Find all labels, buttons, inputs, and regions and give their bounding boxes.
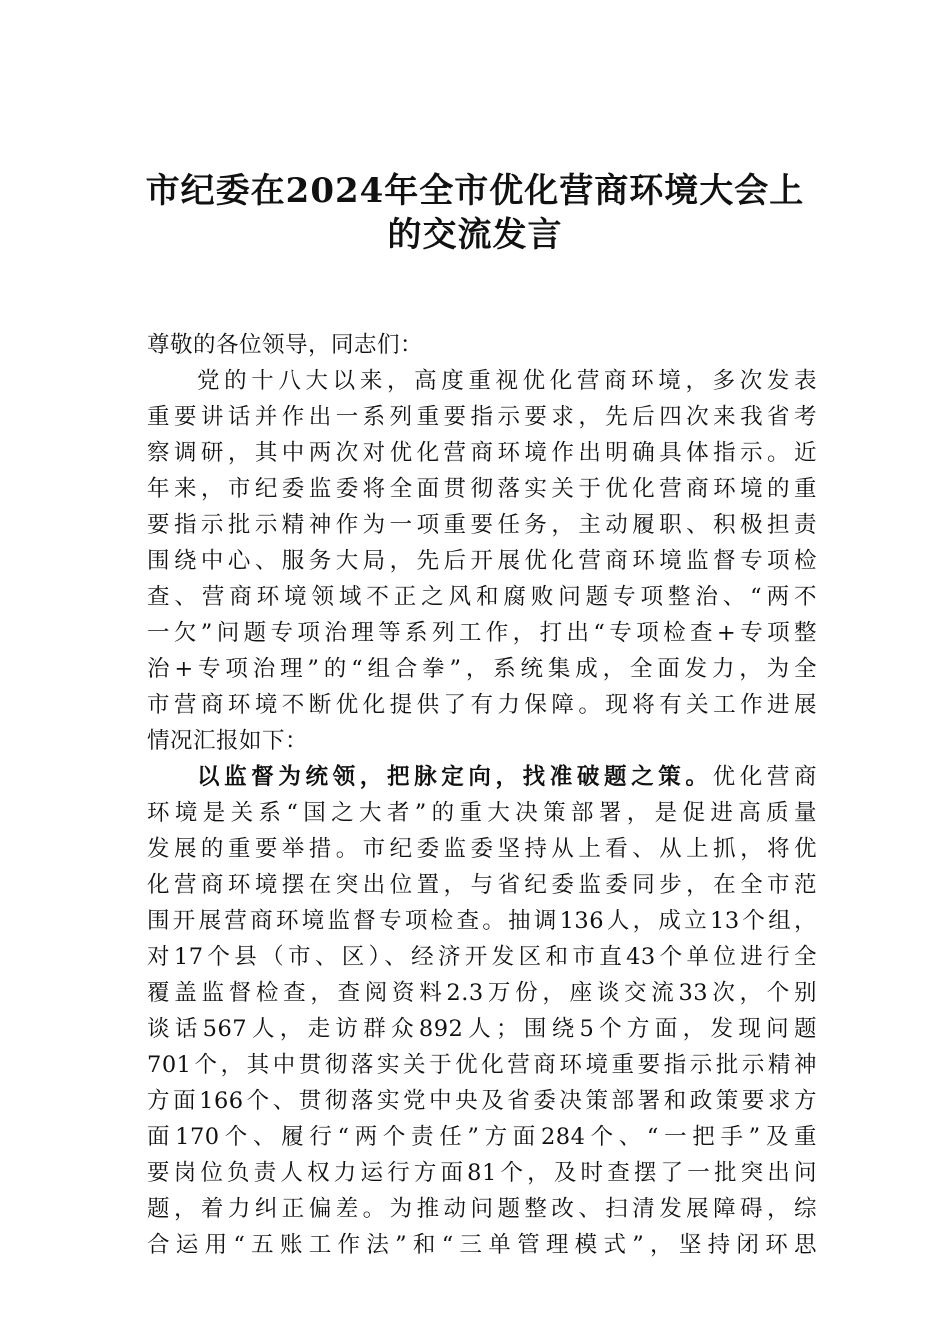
paragraph-first-line (147, 759, 817, 795)
paragraph-line: 化营商环境摆在突出位置，与省纪委监委同步，在全市范 (147, 872, 817, 898)
paragraph-line: 一欠”问题专项治理等系列工作，打出“专项检查+专项整 (147, 620, 817, 646)
paragraph-line: 方面166个、贯彻落实党中央及省委决策部署和政策要求方 (147, 1088, 817, 1114)
paragraph-line: 围绕中心、服务大局，先后开展优化营商环境监督专项检 (147, 548, 817, 574)
salutation: 尊敬的各位领导，同志们： (147, 332, 424, 358)
paragraph-line: 治+专项治理”的“组合拳”，系统集成，全面发力，为全 (147, 656, 817, 682)
section-heading: 以监督为统领，把脉定向，找准破题之策。 (197, 764, 713, 790)
paragraph-line: 要岗位负责人权力运行方面81个，及时查摆了一批突出问 (147, 1160, 817, 1186)
paragraph-line: 围开展营商环境监督专项检查。抽调136人，成立13个组， (147, 908, 817, 934)
paragraph-line: 谈话567人，走访群众892人；围绕5个方面，发现问题 (147, 1016, 817, 1042)
paragraph-line: 重要讲话并作出一系列重要指示要求，先后四次来我省考 (147, 404, 817, 430)
paragraph-2 (147, 759, 817, 1263)
paragraph-line: 环境是关系“国之大者”的重大决策部署，是促进高质量 (147, 800, 817, 826)
paragraph-line: 市营商环境不断优化提供了有力保障。现将有关工作进展 (147, 692, 817, 718)
paragraph-line: 情况汇报如下： (147, 728, 309, 754)
paragraph-line: 察调研，其中两次对优化营商环境作出明确具体指示。近 (147, 440, 817, 466)
document-title-line-2: 的交流发言 (387, 215, 563, 255)
paragraph-line: 701个，其中贯彻落实关于优化营商环境重要指示批示精神 (147, 1052, 817, 1078)
paragraph-line: 党的十八大以来，高度重视优化营商环境，多次发表 (197, 368, 817, 394)
paragraph-line: 对17个县（市、区）、经济开发区和市直43个单位进行全 (147, 944, 817, 970)
paragraph-line-rest: 优化营商 (712, 764, 817, 790)
paragraph-line: 合运用“五账工作法”和“三单管理模式”，坚持闭环思 (147, 1232, 817, 1258)
paragraph-line: 查、营商环境领域不正之风和腐败问题专项整治、“两不 (147, 584, 817, 610)
paragraph-line: 发展的重要举措。市纪委监委坚持从上看、从上抓，将优 (147, 836, 817, 862)
document-body (147, 327, 817, 1263)
paragraph-line: 题，着力纠正偏差。为推动问题整改、扫清发展障碍，综 (147, 1196, 817, 1222)
document-title-line-1: 市纪委在2024年全市优化营商环境大会上 (145, 171, 805, 211)
paragraph-line: 要指示批示精神作为一项重要任务，主动履职、积极担责 (147, 512, 817, 538)
paragraph-line: 覆盖监督检查，查阅资料2.3万份，座谈交流33次，个别 (147, 980, 817, 1006)
paragraph-line: 面170个、履行“两个责任”方面284个、“一把手”及重 (147, 1124, 817, 1150)
paragraph-1 (147, 363, 817, 759)
paragraph-line: 年来，市纪委监委将全面贯彻落实关于优化营商环境的重 (147, 476, 817, 502)
